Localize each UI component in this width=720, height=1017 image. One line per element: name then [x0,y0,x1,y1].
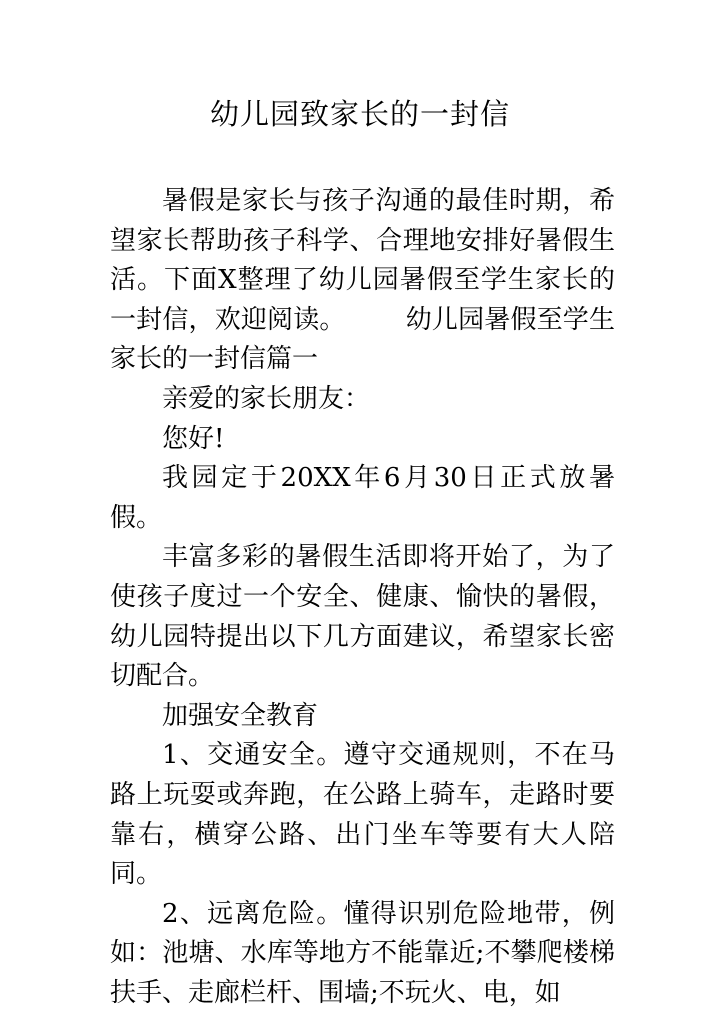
greeting: 您好! [162,423,225,454]
salutation: 亲爱的家长朋友： [162,383,371,414]
intro-paragraph [110,182,615,380]
document-title: 幼儿园致家长的一封信 [209,97,510,131]
suggestions-paragraph: 丰富多彩的暑假生活即将开始了，为了使孩子度过一个安全、健康、愉快的暑假，幼儿园特提出以下几方面建议，希望家长密切配合。 [110,542,615,692]
vacation-date-paragraph: 我园定于20XX年6月30日正式放暑假。 [110,463,615,533]
traffic-safety-item: 1、交通安全。遵守交通规则，不在马路上玩耍或奔跑，在公路上骑车，走路时要靠右，横穿公路、出门坐车等要有大人陪同。 [110,740,615,890]
section-title: 幼儿园暑假至学生家长的一封信篇一 [110,304,615,375]
danger-avoidance-item: 2、远离危险。懂得识别危险地带，例如：池塘、水库等地方不能靠近;不攀爬楼梯扶手、走廊栏杆、围墙;不玩火、电，如 [110,898,615,1008]
safety-heading: 加强安全教育 [162,700,319,731]
intro-text: 暑假是家长与孩子沟通的最佳时期，希望家长帮助孩子科学、合理地安排好暑假生活。下面X整理了幼儿园暑假至学生家长的一封信，欢迎阅读。 [110,186,615,335]
document-body [110,182,615,1013]
